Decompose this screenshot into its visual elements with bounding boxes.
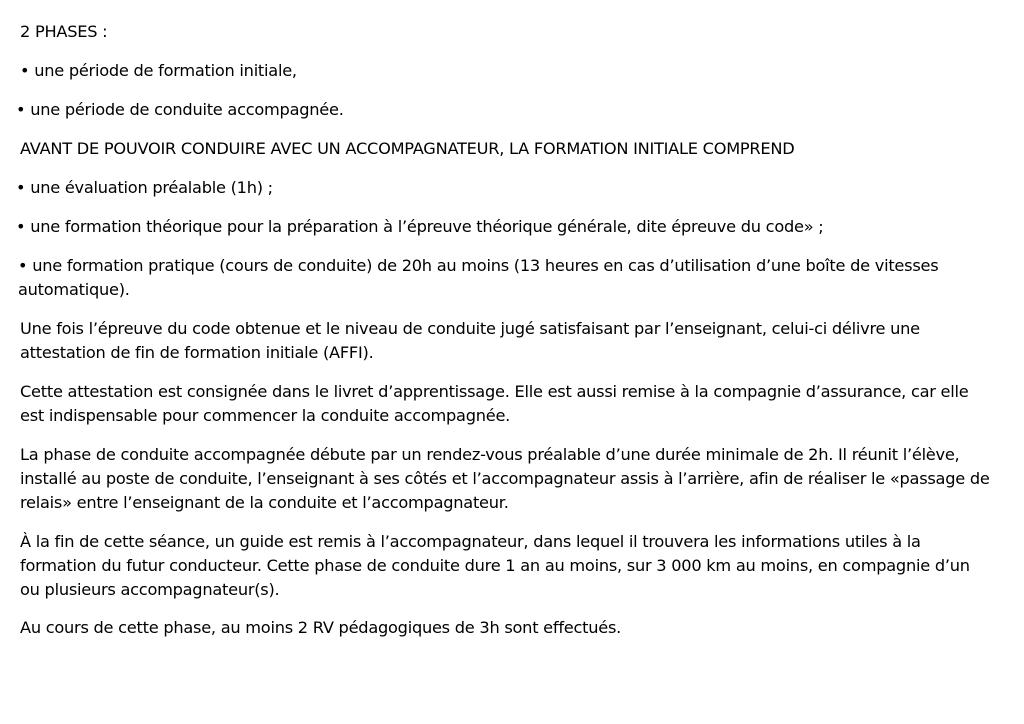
phase-item-conduite-accompagnee: • une période de conduite accompagnée. [16, 100, 344, 119]
list-item-evaluation: • une évaluation préalable (1h) ; [16, 178, 273, 197]
heading-formation-initiale: AVANT DE POUVOIR CONDUIRE AVEC UN ACCOMPAGNATEUR, LA FORMATION INITIALE COMPREND [20, 139, 795, 158]
paragraph-affi: Une fois l’épreuve du code obtenue et le niveau de conduite jugé satisfaisant par l’enseignant, celui-ci délivre une attestation de fin de formation initiale (AFFI). [20, 319, 920, 362]
list-item-formation-pratique: • une formation pratique (cours de conduite) de 20h au moins (13 heures en cas d’utilisation d’une boîte de vitesses automatique). [18, 256, 939, 299]
paragraph-attestation: Cette attestation est consignée dans le livret d’apprentissage. Elle est aussi remise à la compagnie d’assurance, car elle est indispensable pour commencer la conduite accompagnée. [20, 382, 969, 425]
heading-phases: 2 PHASES : [20, 22, 108, 41]
paragraph-rendez-vous: La phase de conduite accompagnée débute par un rendez-vous préalable d’une durée minimale de 2h. Il réunit l’élève, installé au poste de conduite, l’enseignant à ses côtés et l’accompagnateur assis à l’arrière, afin de réaliser le «passage de relais» entre l’enseignant de la conduite et l’accompagnateur. [20, 445, 990, 512]
list-item-formation-theorique: • une formation théorique pour la préparation à l’épreuve théorique générale, dite épreuve du code» ; [16, 217, 824, 236]
paragraph-guide: À la fin de cette séance, un guide est remis à l’accompagnateur, dans lequel il trouvera les informations utiles à la formation du futur conducteur. Cette phase de conduite dure 1 an au moins, sur 3 000 km au moins, en compagnie d’un ou plusieurs accompagnateur(s). [20, 532, 970, 599]
paragraph-rv-pedagogiques: Au cours de cette phase, au moins 2 RV pédagogiques de 3h sont effectués. [20, 618, 622, 637]
phase-item-formation-initiale: • une période de formation initiale, [20, 61, 297, 80]
